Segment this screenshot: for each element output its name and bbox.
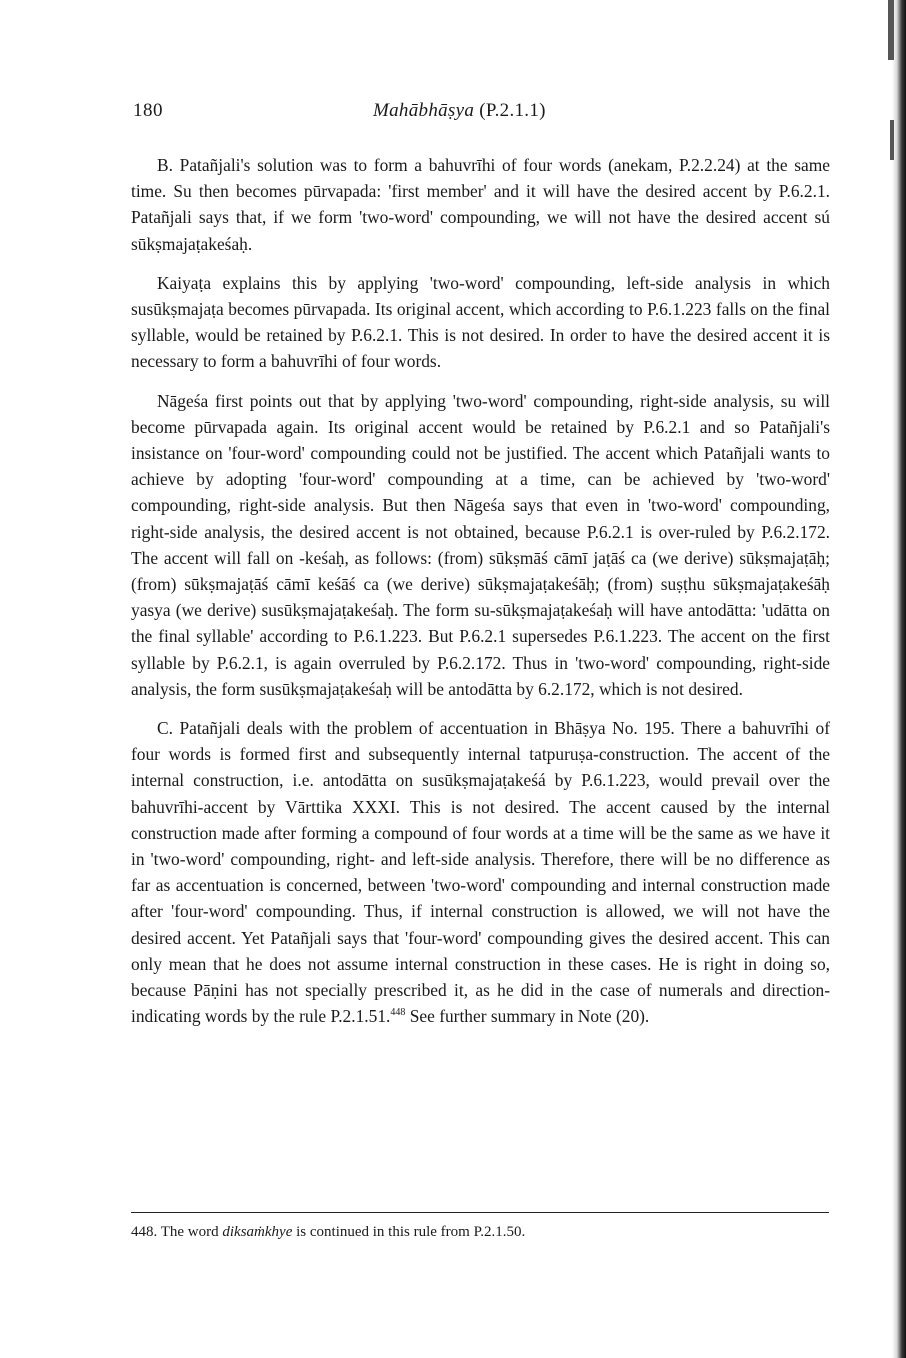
footnote-divider (131, 1212, 829, 1213)
running-title-work: Mahābhāṣya (373, 100, 475, 121)
footnote-number: 448. (131, 1224, 158, 1240)
paragraph-kaiyata: Kaiyaṭa explains this by applying 'two-word' compounding, left-side analysis in which susūkṣmajaṭa becomes pūrvapada. Its original accent, which according to P.6.1.223 falls on the final syllable, would be retained by P.6.2.1. This is not desired. In order to have the desired accent it is necessary to form a bahuvrīhi of four words. (131, 272, 830, 372)
page-edge-shadow (892, 0, 906, 1358)
running-title (373, 100, 546, 122)
scan-artifact (890, 120, 894, 160)
scan-artifact (888, 0, 894, 60)
footnote-text-before: The word (160, 1224, 219, 1240)
page-header (133, 100, 830, 130)
paragraph-c-tail: See further summary in Note (20). (405, 1006, 650, 1027)
footnote-term: diksaṁkhye (222, 1224, 293, 1240)
paragraph-nagesa: Nāgeśa first points out that by applying 'two-word' compounding, right-side analysis, su will become pūrvapada again. Its original accent would be retained by P.6.2.1 and so Patañjali's insistance on 'four-word' compounding could not be justified. The accent which Patañjali wants to achieve by adopting 'four-word' compounding at a time, can be achieved by 'two-word' compounding, right-side analysis. But then Nāgeśa says that even in 'two-word' compounding, right-side analysis, the desired accent is not obtained, because P.6.2.1 is over-ruled by P.6.2.172. The accent will fall on -keśaḥ, as follows: (from) sūkṣmāś cāmī jaṭāś ca (we derive) sūkṣmajaṭāḥ; (from) sūkṣmajaṭāś cāmī keśāś ca (we derive) sūkṣmajaṭakeśāḥ; (from) suṣṭhu sūkṣmajaṭakeśāḥ yasya (we derive) susūkṣmajaṭakeśaḥ. The form su-sūkṣmajaṭakeśaḥ will have antodātta: 'udātta on the final syllable' according to P.6.1.223. But P.6.2.1 supersedes P.6.1.223. The accent on the first syllable by P.6.2.1, is again overruled by P.6.2.172. Thus in 'two-word' compounding, right-side analysis, the form susūkṣmajaṭakeśaḥ will be antodātta by 6.2.172, which is not desired. (131, 390, 830, 699)
page-number: 180 (133, 100, 163, 121)
paragraph-b: B. Patañjali's solution was to form a bahuvrīhi of four words (anekam, P.2.2.24) at the same time. Su then becomes pūrvapada: 'first member' and it will have the desired accent by P.6.2.1. Patañjali says that, if we form 'two-word' compounding, we will not have the desired accent sú​sūkṣmajaṭakeśaḥ. (131, 155, 830, 254)
footnote-text-after: is continued in this rule from P.2.1.50. (296, 1224, 526, 1240)
body-text (131, 152, 830, 1030)
running-title-ref: (P.2.1.1) (479, 100, 546, 121)
paragraph-c (131, 715, 830, 1029)
footnote (131, 1222, 830, 1242)
paragraph-c-text: C. Patañjali deals with the problem of accentuation in Bhāṣya No. 195. There a bahuvrīhi of four words is formed first and subsequently internal tatpuruṣa-construction. The accent of the internal construction, i.e. antodātta on susūkṣmajaṭakeśá by P.6.1.223, would prevail over the bahuvrīhi-accent by Vārttika XXXI. This is not desired. The accent caused by the internal construction made after forming a compound of four words at a time will be the same as we have it in 'two-word' compounding, right- and left-side analysis. Therefore, there will be no difference as far as accentuation is concerned, between 'two-word' compounding and internal construction made after 'four-word' compounding. Thus, if internal construction is allowed, we will not have the desired accent. Yet Patañjali says that 'four-word' compounding gives the desired accent. This can only mean that he does not assume internal construction in these cases. He is right in doing so, because Pāṇini has not specially prescribed it, as he did in the case of numerals and direction-indicating words by the rule P.2.1.51. (131, 718, 830, 1027)
footnote-marker[interactable]: 448 (390, 1007, 406, 1019)
